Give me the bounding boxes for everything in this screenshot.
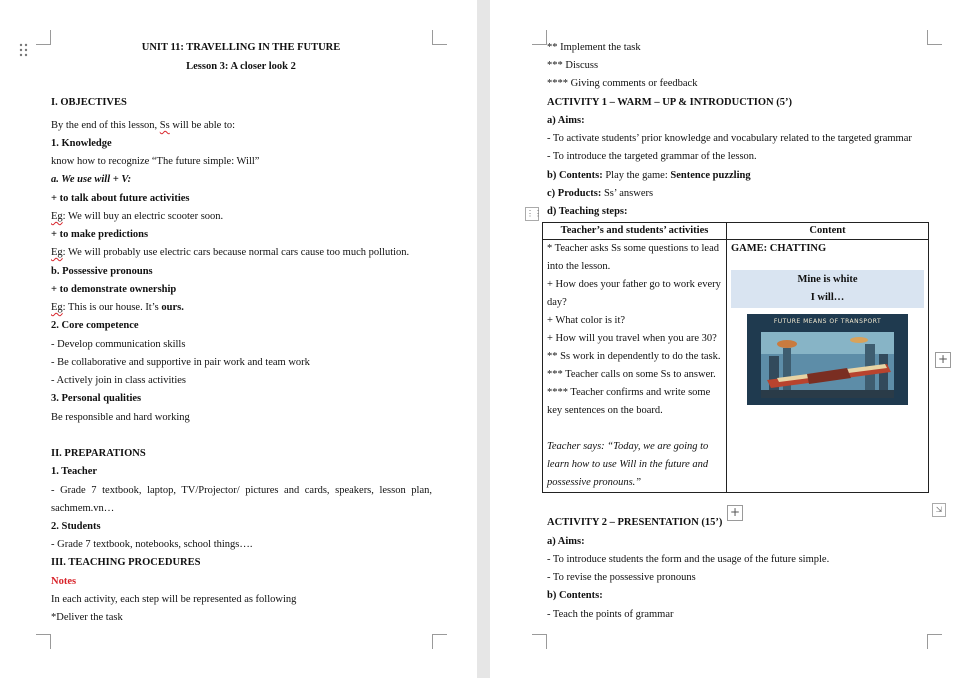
example-sentence: I will… [810, 292, 845, 303]
students-heading: 2. Students [51, 521, 101, 532]
teacher-materials: - Grade 7 textbook, laptop, TV/Projector/ pictures and cards, speakers, lesson plan, [51, 485, 432, 496]
game-title: GAME: CHATTING [731, 243, 827, 254]
aims-label: a) Aims: [547, 115, 585, 126]
aims-item: - To activate students’ prior knowledge and vocabulary related to the targeted grammar [547, 133, 912, 144]
contents-line: b) Contents: Play the game: Sentence puzzling [547, 170, 751, 181]
students-materials: - Grade 7 textbook, notebooks, school things…. [51, 539, 253, 550]
discuss-line: *** Discuss [547, 60, 599, 71]
core-item: - Actively join in class activities [51, 375, 187, 386]
objectives-heading: I. OBJECTIVES [51, 97, 127, 108]
activity-step: * Teacher asks Ss some questions to lead [547, 243, 719, 254]
example-1: Eg: We will buy an electric scooter soon. [51, 211, 224, 222]
drag-handle-icon[interactable] [19, 43, 29, 57]
contents2-item: - Teach the points of grammar [547, 609, 674, 620]
teacher-says-line: Teacher says: “Today, we are going to [547, 441, 709, 452]
add-column-button[interactable]: + [935, 352, 951, 368]
image-caption: FUTURE MEANS OF TRANSPORT [773, 318, 882, 325]
products-line: c) Products: Ss’ answers [547, 188, 654, 199]
personal-heading: 3. Personal qualities [51, 393, 142, 404]
crop-mark [432, 634, 447, 649]
crop-mark [36, 30, 51, 45]
add-row-button[interactable]: + [727, 505, 743, 521]
example-sentence: Mine is white [797, 274, 858, 285]
content-cell [727, 240, 929, 493]
document-title: UNIT 11: TRAVELLING IN THE FUTURE [141, 42, 341, 53]
activity-step: key sentences on the board. [547, 405, 663, 416]
table-move-icon[interactable]: ⋮⋮ [525, 207, 539, 221]
teaching-steps-table [542, 222, 929, 493]
activity1-heading: ACTIVITY 1 – WARM – UP & INTRODUCTION (5’) [547, 97, 793, 108]
knowledge-line: know how to recognize “The future simple: Will” [51, 156, 260, 167]
personal-item: Be responsible and hard working [51, 412, 190, 423]
procedures-heading: III. TEACHING PROCEDURES [51, 557, 201, 568]
activity-step [547, 420, 722, 438]
teacher-says-line: learn how to use Will in the future and [547, 459, 709, 470]
predictions-line: + to make predictions [51, 229, 149, 240]
ownership-line: + to demonstrate ownership [51, 284, 177, 295]
will-usage-line: a. We use will + V: [51, 174, 132, 185]
knowledge-heading: 1. Knowledge [51, 138, 112, 149]
aims2-label: a) Aims: [547, 536, 585, 547]
activity-step: + What color is it? [547, 315, 626, 326]
core-item: - Be collaborative and supportive in pair work and team work [51, 357, 310, 368]
activity-step: ** Ss work in dependently to do the task. [547, 351, 721, 362]
activity2-heading: ACTIVITY 2 – PRESENTATION (15’) [547, 517, 723, 528]
activities-cell [543, 240, 727, 493]
crop-mark [927, 30, 942, 45]
aims-item: - To introduce the targeted grammar of the lesson. [547, 151, 757, 162]
talk-future-line: + to talk about future activities [51, 193, 190, 204]
possessive-heading: b. Possessive pronouns [51, 266, 153, 277]
lesson-subtitle: Lesson 3: A closer look 2 [186, 61, 296, 72]
example-sentences [731, 270, 924, 308]
example-2: Eg: We will probably use electric cars because normal cars cause too much pollution. [51, 247, 410, 258]
table-header-content: Content [727, 223, 929, 240]
preparations-heading: II. PREPARATIONS [51, 448, 146, 459]
activity-step: **** Teacher confirms and write some [547, 387, 711, 398]
activity-step: + How will you travel when you are 30? [547, 333, 717, 344]
contents2-label: b) Contents: [547, 590, 603, 601]
implement-line: ** Implement the task [547, 42, 641, 53]
crop-mark [927, 634, 942, 649]
example-3: Eg: This is our house. It’s ours. [51, 302, 184, 313]
crop-mark [36, 634, 51, 649]
deliver-task-line: *Deliver the task [51, 612, 123, 623]
document-page-left [0, 0, 477, 678]
aims2-item: - To revise the possessive pronouns [547, 572, 696, 583]
objectives-intro: By the end of this lesson, Ss will be able to: [51, 120, 236, 131]
crop-mark [532, 30, 547, 45]
core-item: - Develop communication skills [51, 339, 186, 350]
crop-mark [432, 30, 447, 45]
teaching-steps-label: d) Teaching steps: [547, 206, 628, 217]
table-header-activities: Teacher’s and students’ activities [543, 223, 727, 240]
activity-step: + How does your father go to work every [547, 279, 721, 290]
teacher-says-line: possessive pronouns.” [547, 477, 642, 488]
future-transport-image [747, 314, 908, 405]
notes-label: Notes [51, 576, 77, 587]
core-heading: 2. Core competence [51, 320, 139, 331]
feedback-line: **** Giving comments or feedback [547, 78, 698, 89]
teacher-heading: 1. Teacher [51, 466, 98, 477]
notes-line: In each activity, each step will be represented as following [51, 594, 297, 605]
activity-step: *** Teacher calls on some Ss to answer. [547, 369, 716, 380]
aims2-item: - To introduce students the form and the usage of the future simple. [547, 554, 830, 565]
teacher-materials-cont: sachmem.vn… [51, 503, 115, 514]
crop-mark [532, 634, 547, 649]
table-resize-icon[interactable]: ⇲ [932, 503, 946, 517]
activity-step: into the lesson. [547, 261, 611, 272]
activity-step: day? [547, 297, 567, 308]
